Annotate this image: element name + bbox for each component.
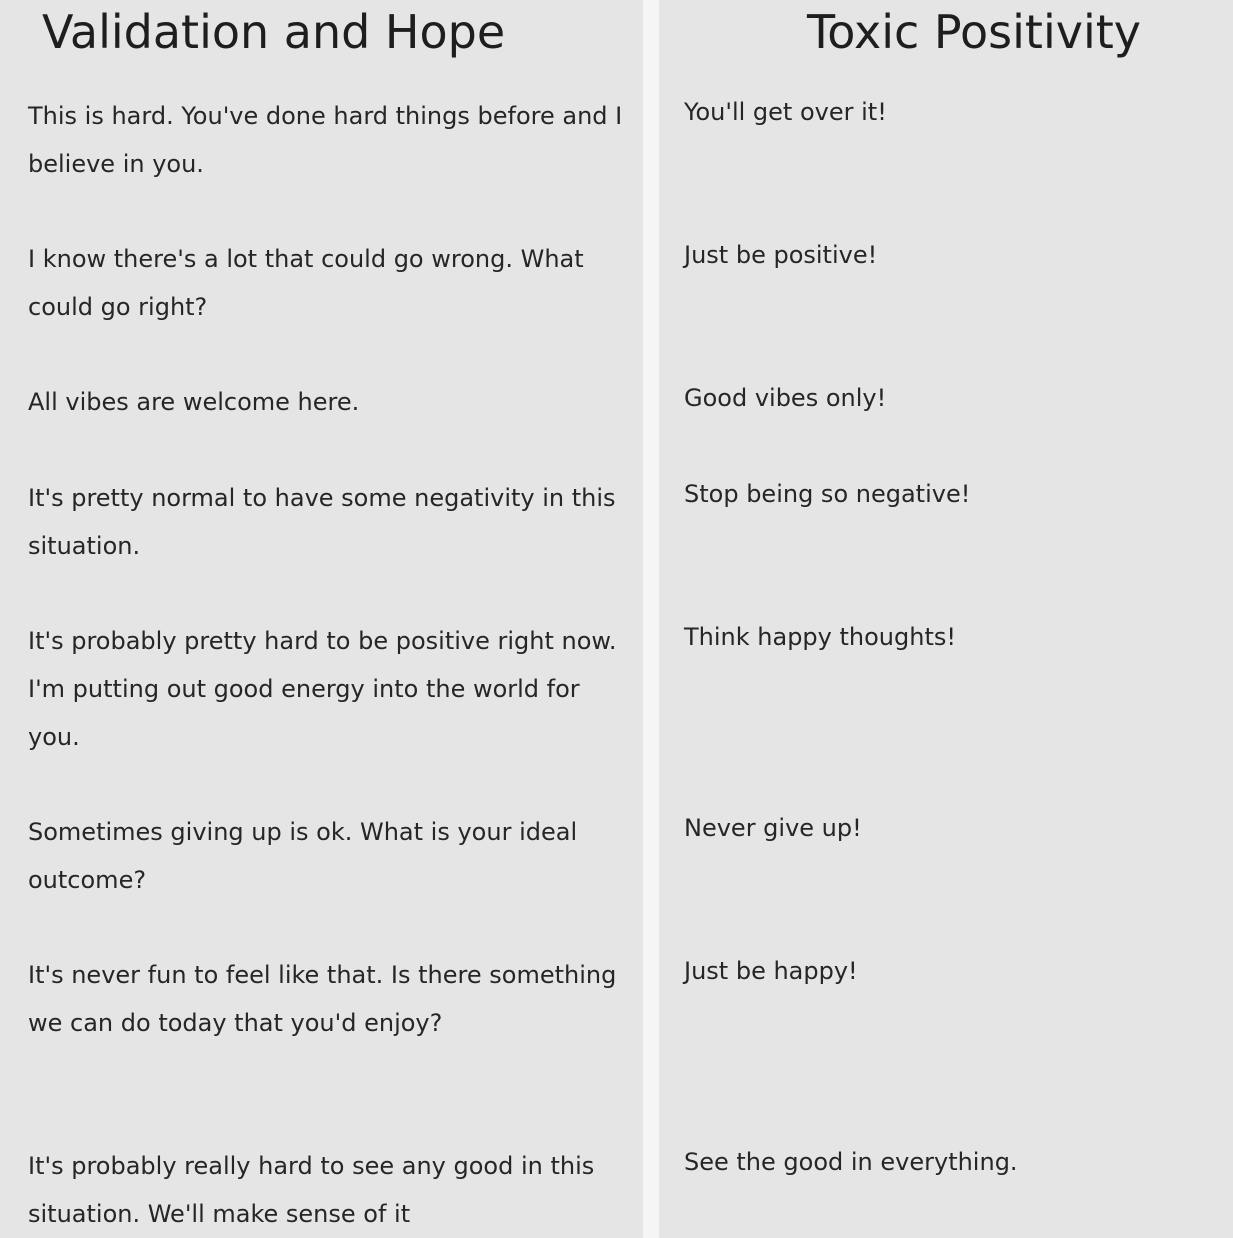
validation-item: It's probably really hard to see any good in this situation. We'll make sense of it: [28, 1152, 595, 1228]
validation-and-hope-title: Validation and Hope: [42, 5, 506, 59]
toxic-positivity-item: You'll get over it!: [684, 98, 887, 126]
toxic-positivity-column: [659, 0, 1233, 1238]
validation-item: It's pretty normal to have some negativity in this situation.: [28, 484, 616, 560]
toxic-positivity-item: Never give up!: [684, 814, 862, 842]
toxic-positivity-item: See the good in everything.: [684, 1148, 1018, 1176]
toxic-positivity-item: Think happy thoughts!: [684, 623, 956, 651]
column-divider: [643, 0, 659, 1238]
validation-item: I know there's a lot that could go wrong. What could go right?: [28, 245, 584, 321]
validation-item: Sometimes giving up is ok. What is your ideal outcome?: [28, 818, 578, 894]
toxic-positivity-item: Good vibes only!: [684, 384, 887, 412]
validation-item: It's never fun to feel like that. Is there something we can do today that you'd enjoy?: [28, 961, 617, 1037]
toxic-positivity-item: Stop being so negative!: [684, 480, 971, 508]
validation-item: This is hard. You've done hard things before and I believe in you.: [28, 102, 623, 178]
toxic-positivity-item: Just be positive!: [684, 241, 878, 269]
toxic-positivity-title: Toxic Positivity: [807, 5, 1141, 59]
validation-item: All vibes are welcome here.: [28, 388, 360, 416]
validation-item: It's probably pretty hard to be positive right now. I'm putting out good energy into the world for you.: [28, 627, 617, 751]
toxic-positivity-item: Just be happy!: [684, 957, 858, 985]
